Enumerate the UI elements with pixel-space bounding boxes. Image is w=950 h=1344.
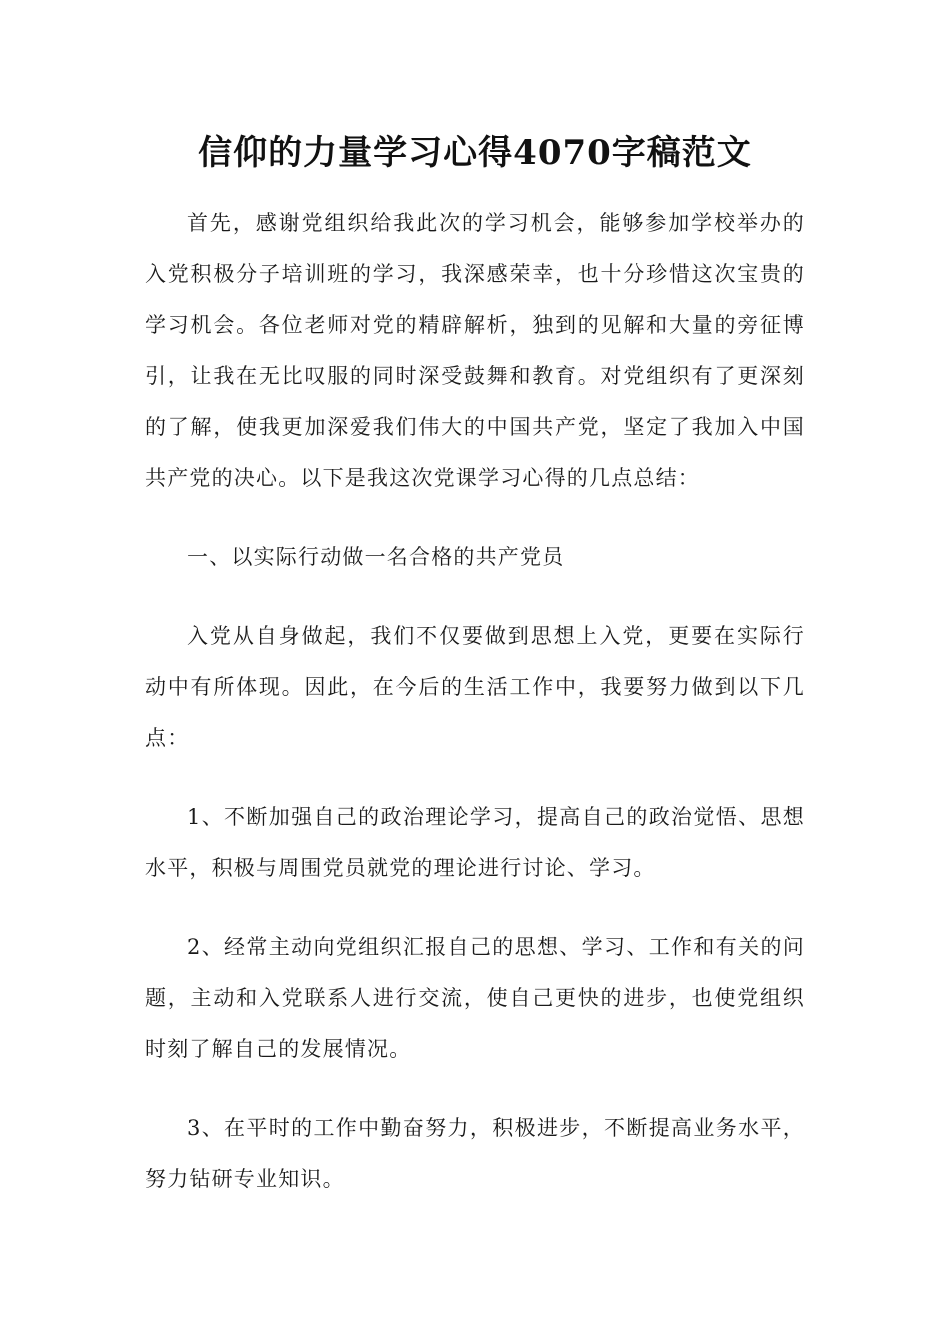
- section-heading: 一、以实际行动做一名合格的共产党员: [187, 545, 565, 569]
- paragraph-intro: 首先，感谢党组织给我此次的学习机会，能够参加学校举办的入党积极分子培训班的学习，我深感荣幸，也十分珍惜这次宝贵的学习机会。各位老师对党的精辟解析，独到的见解和大量的旁征博引，让我在无比叹服的同时深受鼓舞和教育。对党组织有了更深刻的了解，使我更加深爱我们伟大的中国共产党，坚定了我加入中国共产党的决心。以下是我这次党课学习心得的几点总结：: [145, 211, 805, 490]
- list-item-1: 1、不断加强自己的政治理论学习，提高自己的政治觉悟、思想水平，积极与周围党员就党的理论进行讨论、学习。: [145, 805, 805, 880]
- list-item-3: 3、在平时的工作中勤奋努力，积极进步，不断提高业务水平，努力钻研专业知识。: [145, 1116, 805, 1191]
- document-title: 信仰的力量学习心得4070字稿范文: [198, 133, 752, 173]
- paragraph-section-intro: 入党从自身做起，我们不仅要做到思想上入党，更要在实际行动中有所体现。因此，在今后的生活工作中，我要努力做到以下几点：: [145, 624, 805, 750]
- document-body: [145, 198, 805, 1233]
- list-item-2: 2、经常主动向党组织汇报自己的思想、学习、工作和有关的问题，主动和入党联系人进行交流，使自己更快的进步，也使党组织时刻了解自己的发展情况。: [145, 935, 805, 1061]
